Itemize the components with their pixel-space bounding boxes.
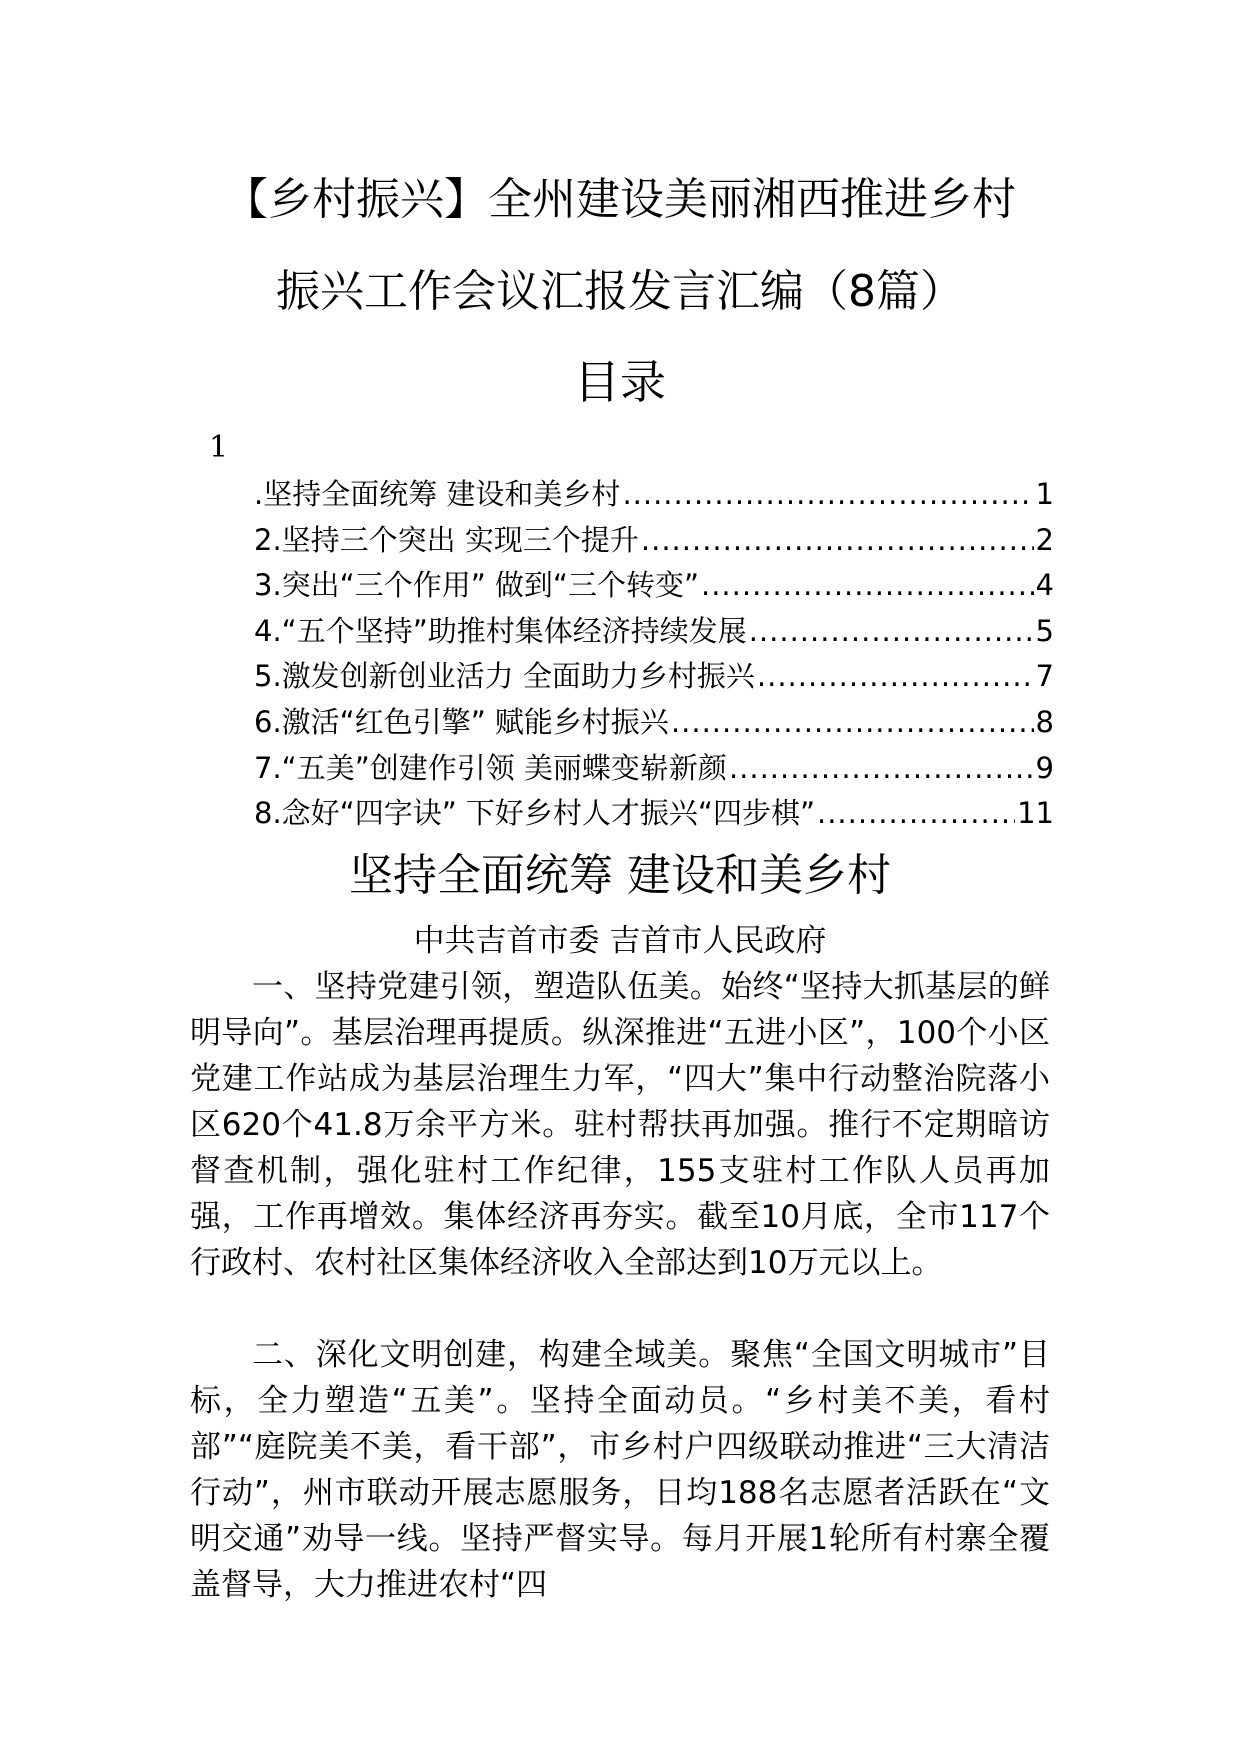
- body-paragraph-2: 二、深化文明创建，构建全域美。聚焦“全国文明城市”目标，全力塑造“五美”。坚持全面动员。“乡村美不美，看村部”“庭院美不美，看干部”，市乡村户四级联动推进“三大清洁行动”，州市联动开展志愿服务，日均188名志愿者活跃在“文明交通”劝导一线。坚持严督实导。每月开展1轮所有村寨全覆盖督导，大力推进农村“四: [190, 1337, 1050, 1603]
- toc-entry[interactable]: [254, 518, 1054, 564]
- toc-entry-page: 2: [1035, 522, 1054, 557]
- toc-entry-page: 1: [1035, 477, 1054, 511]
- toc-entry[interactable]: [254, 700, 1054, 746]
- toc-entry[interactable]: [254, 746, 1054, 792]
- toc-entry[interactable]: [254, 791, 1054, 837]
- toc-leader-dots: [757, 654, 1034, 700]
- toc-leader-dots: [817, 791, 1015, 837]
- section-title: 坚持全面统筹 建设和美乡村: [349, 850, 891, 901]
- toc-leader-dots: [729, 746, 1034, 792]
- toc-entry-text: 4.“五个坚持”助推村集体经济持续发展: [254, 613, 747, 648]
- toc-entry-page: 7: [1035, 659, 1054, 694]
- toc-entry-text: 8.念好“四字诀” 下好乡村人才振兴“四步棋”: [254, 796, 815, 831]
- document-title-line-2: 振兴工作会议汇报发言汇编（8篇）: [276, 266, 964, 317]
- toc-entry-page: 9: [1035, 750, 1054, 785]
- section-author: 中共吉首市委 吉首市人民政府: [413, 923, 827, 959]
- toc-entry[interactable]: [254, 654, 1054, 700]
- toc-leader-dots: [701, 563, 1034, 609]
- toc-entry-text: 7.“五美”创建作引领 美丽蝶变崭新颜: [254, 750, 727, 785]
- toc-entry[interactable]: [254, 609, 1054, 655]
- toc-heading: 目录: [574, 355, 666, 409]
- toc-entry-text: 3.突出“三个作用” 做到“三个转变”: [254, 568, 699, 603]
- toc-entry-page: 5: [1035, 613, 1054, 648]
- toc-entry-text: 2.坚持三个突出 实现三个提升: [254, 522, 639, 557]
- toc-leader-dots: [641, 518, 1034, 564]
- toc-leader-dots: [622, 472, 1033, 518]
- toc-entry-text: .坚持全面统筹 建设和美乡村: [254, 477, 621, 511]
- toc-leader-dots: [671, 700, 1034, 746]
- toc-entry[interactable]: [254, 472, 1054, 518]
- page-marker: 1: [209, 430, 229, 465]
- toc-entry-page: 4: [1035, 568, 1054, 603]
- document-title-line-1: 【乡村振兴】全州建设美丽湘西推进乡村: [224, 174, 1016, 225]
- toc-entry-text: 5.激发创新创业活力 全面助力乡村振兴: [254, 659, 755, 694]
- toc-entry[interactable]: [254, 563, 1054, 609]
- toc-entry-text: 6.激活“红色引擎” 赋能乡村振兴: [254, 704, 669, 739]
- toc-entry-page: 8: [1035, 704, 1054, 739]
- table-of-contents: [254, 472, 1054, 837]
- toc-entry-page: 11: [1017, 796, 1054, 831]
- body-paragraph-1: 一、坚持党建引领，塑造队伍美。始终“坚持大抓基层的鲜明导向”。基层治理再提质。纵深推进“五进小区”，100个小区党建工作站成为基层治理生力军，“四大”集中行动整治院落小区620个41.8万余平方米。驻村帮扶再加强。推行不定期暗访督查机制，强化驻村工作纪律，155支驻村工作队人员再加强，工作再增效。集体经济再夯实。截至10月底，全市117个行政村、农村社区集体经济收入全部达到10万元以上。: [190, 969, 1050, 1281]
- toc-leader-dots: [749, 609, 1034, 655]
